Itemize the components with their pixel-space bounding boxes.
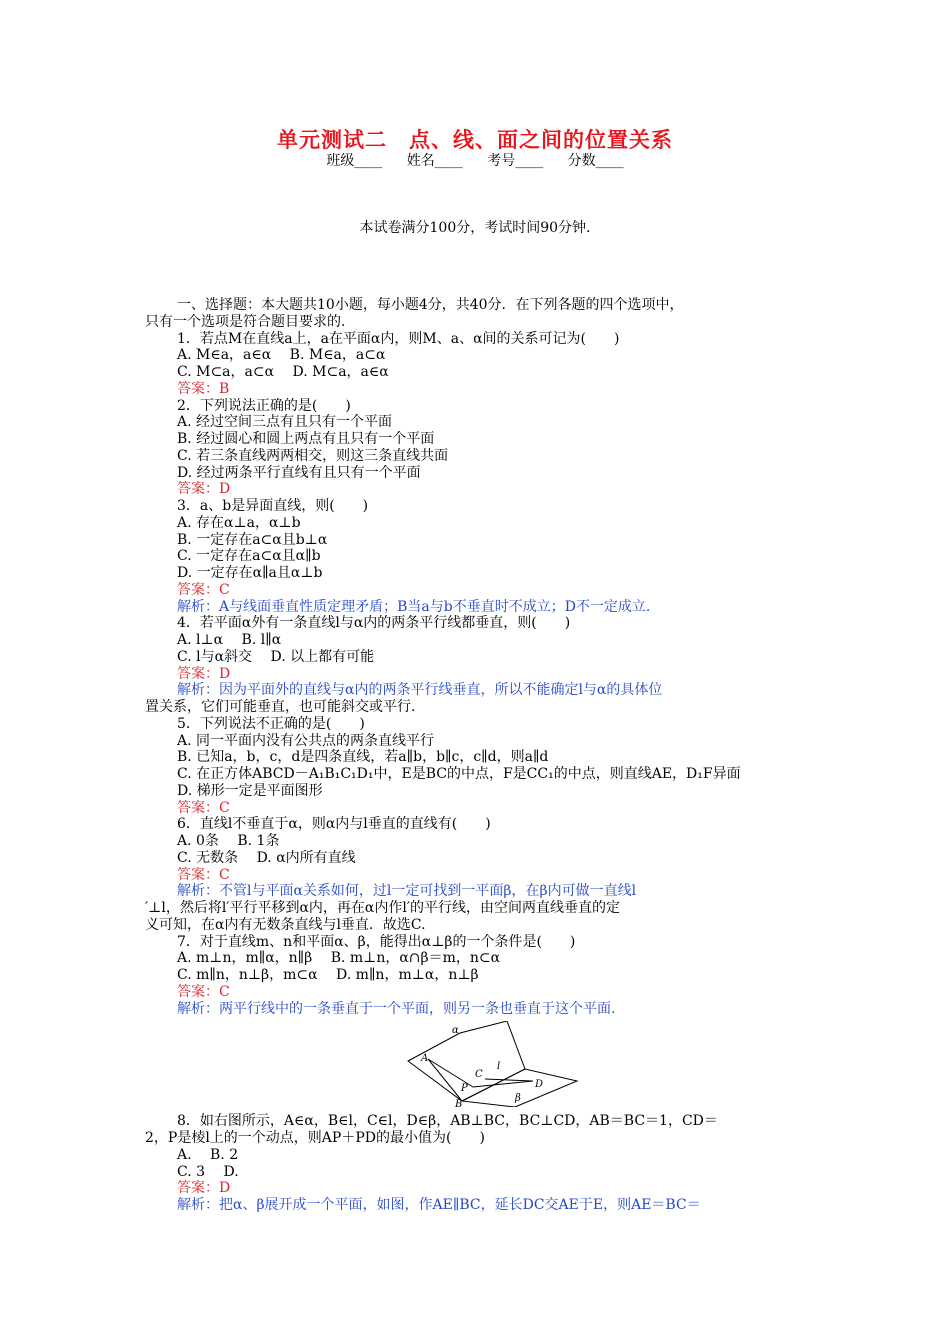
analysis-8: 解析：把α、β展开成一个平面，如图，作AE∥BC，延长DC交AE于E，则AE＝BC＝ bbox=[177, 1197, 701, 1213]
options-1-cd: C. M⊂a，a⊂α D. M⊂a，a∈α bbox=[177, 364, 389, 380]
question-body bbox=[145, 297, 807, 1214]
question-8: 8．如右图所示，A∈α，B∈l，C∈l，D∈β，AB⊥BC，BC⊥CD，AB＝BC＝1，CD＝ bbox=[177, 1113, 718, 1130]
question-2: 2．下列说法正确的是( ) bbox=[177, 397, 351, 414]
name-field: 姓名____ bbox=[406, 153, 463, 169]
options-4-cd: C. l与α斜交 D. 以上都有可能 bbox=[177, 648, 375, 665]
option-2a: A. 经过空间三点有且只有一个平面 bbox=[177, 414, 393, 431]
question-3: 3．a、b是异面直线，则( ) bbox=[177, 498, 369, 514]
option-3a: A. 存在α⊥a，α⊥b bbox=[177, 514, 301, 531]
options-8-cd: C. 3 D. bbox=[177, 1163, 239, 1180]
label-c: C bbox=[475, 1069, 483, 1081]
options-7-cd: C. m∥n，n⊥β，m⊂α D. m∥n，m⊥α，n⊥β bbox=[177, 967, 479, 983]
analysis-4-cont: 置关系，它们可能垂直，也可能斜交或平行. bbox=[145, 699, 416, 715]
option-2d: D. 经过两条平行直线有且只有一个平面 bbox=[177, 464, 421, 481]
answer-5: 答案：C bbox=[177, 799, 230, 816]
options-6-ab: A. 0条 B. 1条 bbox=[177, 833, 280, 849]
option-5a: A. 同一平面内没有公共点的两条直线平行 bbox=[177, 732, 435, 749]
answer-8: 答案：D bbox=[177, 1180, 231, 1197]
label-p: P bbox=[461, 1083, 468, 1095]
label-alpha: α bbox=[452, 1025, 459, 1037]
dihedral-diagram bbox=[405, 1021, 585, 1107]
class-field: 班级____ bbox=[326, 153, 383, 169]
label-b: B bbox=[455, 1099, 463, 1108]
question-4: 4．若平面α外有一条直线l与α内的两条平行线都垂直，则( ) bbox=[177, 615, 571, 632]
label-a: A bbox=[421, 1053, 429, 1065]
label-l: l bbox=[497, 1061, 501, 1073]
section-heading-cont: 只有一个选项是符合题目要求的. bbox=[145, 313, 346, 330]
answer-4: 答案：D bbox=[177, 665, 231, 682]
options-6-cd: C. 无数条 D. α内所有直线 bbox=[177, 849, 356, 866]
section-heading: 一、选择题：本大题共10小题，每小题4分，共40分．在下列各题的四个选项中， bbox=[177, 297, 684, 313]
analysis-6-cont-2: 义可知，在α内有无数条直线与l垂直．故选C. bbox=[145, 916, 426, 933]
question-7: 7．对于直线m、n和平面α、β，能得出α⊥β的一个条件是( ) bbox=[177, 933, 576, 950]
score-field: 分数____ bbox=[567, 153, 624, 169]
student-info-line bbox=[0, 150, 950, 170]
analysis-3: 解析：A与线面垂直性质定理矛盾；B当a与b不垂直时不成立；D不一定成立. bbox=[177, 598, 651, 615]
answer-7: 答案：C bbox=[177, 983, 230, 1000]
option-5d: D. 梯形一定是平面图形 bbox=[177, 782, 323, 799]
question-8-cont: 2，P是棱l上的一个动点，则AP＋PD的最小值为( ) bbox=[145, 1130, 485, 1146]
exam-note: 本试卷满分100分，考试时间90分钟. bbox=[359, 220, 591, 236]
answer-3: 答案：C bbox=[177, 581, 230, 598]
analysis-7: 解析：两平行线中的一条垂直于一个平面，则另一条也垂直于这个平面. bbox=[177, 1000, 616, 1017]
analysis-6: 解析：不管l与平面α关系如何，过l一定可找到一平面β，在β内可做一直线l bbox=[177, 883, 637, 900]
answer-2: 答案：D bbox=[177, 481, 231, 498]
answer-6: 答案：C bbox=[177, 866, 230, 883]
exam-number-field: 考号____ bbox=[487, 153, 544, 169]
options-7-ab: A. m⊥n，m∥α，n∥β B. m⊥n，α∩β＝m，n⊂α bbox=[177, 950, 501, 967]
segment-cd bbox=[485, 1079, 533, 1081]
options-4-ab: A. l⊥α B. l∥α bbox=[177, 632, 282, 648]
dihedral-figure bbox=[145, 1017, 807, 1113]
option-5b: B. 已知a，b，c，d是四条直线，若a∥b，b∥c，c∥d，则a∥d bbox=[177, 749, 549, 766]
option-5c: C. 在正方体ABCD－A₁B₁C₁D₁中，E是BC的中点，F是CC₁的中点，则直线AE，D₁F异面 bbox=[177, 766, 741, 782]
label-beta: β bbox=[515, 1093, 521, 1105]
analysis-4: 解析：因为平面外的直线与α内的两条平行线垂直，所以不能确定l与α的具体位 bbox=[177, 682, 663, 699]
option-3d: D. 一定存在α∥a且α⊥b bbox=[177, 565, 323, 581]
options-8-ab: A. B. 2 bbox=[177, 1146, 239, 1163]
question-5: 5．下列说法不正确的是( ) bbox=[177, 715, 365, 732]
option-3c: C. 一定存在a⊂α且α∥b bbox=[177, 548, 321, 565]
option-3b: B. 一定存在a⊂α且b⊥α bbox=[177, 531, 328, 548]
page-title: 单元测试二 点、线、面之间的位置关系 bbox=[277, 127, 673, 152]
options-1-ab: A. M∈a，a∈α B. M∈a，a⊂α bbox=[177, 347, 386, 364]
question-6: 6．直线l不垂直于α，则α内与l垂直的直线有( ) bbox=[177, 816, 491, 833]
option-2b: B. 经过圆心和圆上两点有且只有一个平面 bbox=[177, 431, 435, 447]
question-1: 1．若点M在直线a上，a在平面α内，则M、a、α间的关系可记为( ) bbox=[177, 330, 620, 347]
answer-1: 答案：B bbox=[177, 380, 230, 397]
option-2c: C. 若三条直线两两相交，则这三条直线共面 bbox=[177, 447, 449, 464]
analysis-6-cont-1: ′⊥l，然后将l′平行平移到α内，再在α内作l′的平行线，由空间两直线垂直的定 bbox=[145, 900, 621, 916]
segment-pd bbox=[473, 1081, 533, 1087]
label-d: D bbox=[535, 1079, 544, 1091]
